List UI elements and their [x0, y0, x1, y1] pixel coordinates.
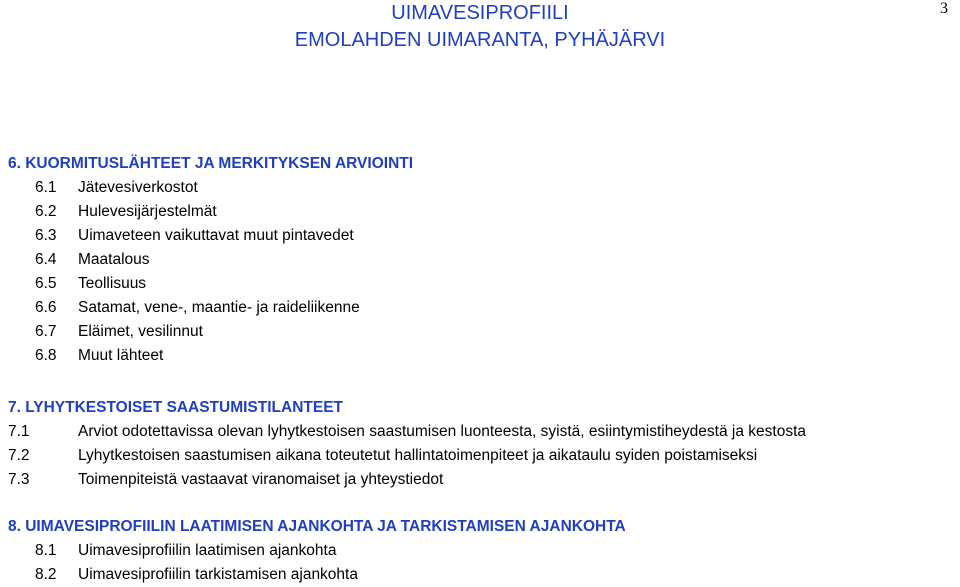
item-number: 6.6 [35, 299, 57, 316]
section-heading: 6. KUORMITUSLÄHTEET JA MERKITYKSEN ARVIOINTI [8, 155, 414, 172]
item-text: Uimavesiprofiilin laatimisen ajankohta [78, 542, 337, 559]
document-subtitle: EMOLAHDEN UIMARANTA, PYHÄJÄRVI [294, 29, 666, 51]
item-text: Toimenpiteistä vastaavat viranomaiset ja yhteystiedot [78, 471, 444, 488]
item-text: Maatalous [78, 251, 150, 268]
item-number: 8.2 [35, 566, 57, 583]
item-number: 7.1 [8, 423, 30, 440]
list-item [8, 320, 953, 344]
item-number: 6.1 [35, 179, 57, 196]
item-text: Uimavesiprofiilin tarkistamisen ajankohta [78, 566, 358, 583]
item-number: 8.1 [35, 542, 57, 559]
item-text: Muut lähteet [78, 347, 164, 364]
item-number: 6.3 [35, 227, 57, 244]
item-text: Jätevesiverkostot [78, 179, 198, 196]
section-6 [8, 152, 953, 368]
list-item [8, 563, 953, 587]
list-item [8, 248, 953, 272]
list-item [8, 468, 953, 492]
page-number: 3 [940, 0, 948, 17]
list-item [8, 344, 953, 368]
item-text: Uimaveteen vaikuttavat muut pintavedet [78, 227, 354, 244]
item-number: 6.4 [35, 251, 57, 268]
section-8 [8, 515, 953, 587]
list-item [8, 200, 953, 224]
item-number: 6.5 [35, 275, 57, 292]
list-item [8, 296, 953, 320]
item-text: Teollisuus [78, 275, 147, 292]
item-number: 6.2 [35, 203, 57, 220]
section-heading: 7. LYHYTKESTOISET SAASTUMISTILANTEET [8, 399, 344, 416]
item-text: Satamat, vene-, maantie- ja raideliikenne [78, 299, 360, 316]
item-number: 6.8 [35, 347, 57, 364]
item-number: 7.2 [8, 447, 30, 464]
item-number: 7.3 [8, 471, 30, 488]
list-item [8, 224, 953, 248]
item-text: Lyhytkestoisen saastumisen aikana toteutetut hallintatoimenpiteet ja aikataulu syiden poistamiseksi [78, 447, 758, 464]
item-text: Arviot odotettavissa olevan lyhytkestoisen saastumisen luonteesta, syistä, esiintymistiheydestä ja kestosta [78, 423, 807, 440]
item-text: Eläimet, vesilinnut [78, 323, 203, 340]
list-item [8, 539, 953, 563]
section-heading: 8. UIMAVESIPROFIILIN LAATIMISEN AJANKOHTA JA TARKISTAMISEN AJANKOHTA [8, 518, 626, 535]
item-text: Hulevesijärjestelmät [78, 203, 217, 220]
list-item [8, 420, 953, 444]
list-item [8, 272, 953, 296]
list-item [8, 444, 953, 468]
item-number: 6.7 [35, 323, 57, 340]
list-item [8, 176, 953, 200]
section-7 [8, 396, 953, 492]
document-title: UIMAVESIPROFIILI [391, 2, 569, 24]
